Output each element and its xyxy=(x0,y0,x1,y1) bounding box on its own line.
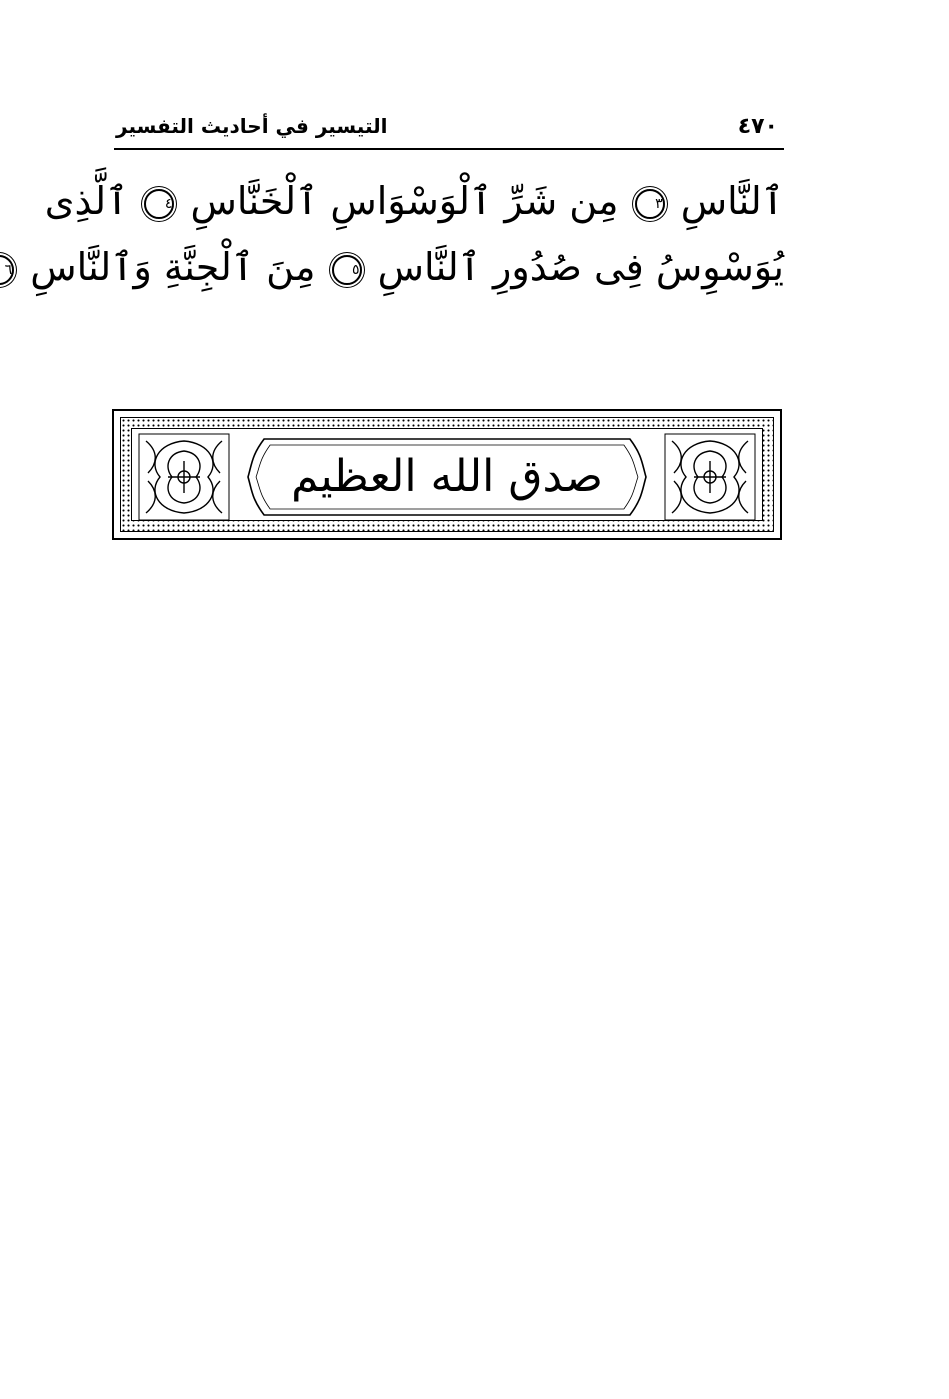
verse-text: ٱلَّذِى xyxy=(44,179,129,223)
frame-panel xyxy=(131,428,763,521)
closing-ornamental-frame xyxy=(112,409,782,540)
verse-text: مِن شَرِّ ٱلْوَسْوَاسِ ٱلْخَنَّاسِ xyxy=(190,179,619,223)
arabesque-ornament-icon xyxy=(664,433,756,521)
running-header xyxy=(114,112,784,150)
ayah-number-marker: ٤ xyxy=(144,189,174,219)
ayah-number-marker: ٣ xyxy=(635,189,665,219)
running-title: التيسير في أحاديث التفسير xyxy=(116,114,388,138)
ayah-number-marker: ٦ xyxy=(0,255,14,285)
verse-text: ٱلنَّاسِ xyxy=(680,179,784,223)
ayah-number-marker: ٥ xyxy=(332,255,362,285)
verse-text: مِنَ ٱلْجِنَّةِ وَٱلنَّاسِ xyxy=(30,245,316,289)
cartouche xyxy=(244,433,650,521)
arabesque-ornament-icon xyxy=(138,433,230,521)
verse-text: يُوَسْوِسُ فِى صُدُورِ ٱلنَّاسِ xyxy=(377,245,784,289)
quran-verses xyxy=(4,168,784,300)
verse-line-1 xyxy=(44,168,784,234)
dotted-border xyxy=(120,417,774,532)
closing-phrase: صدق الله العظيم xyxy=(291,451,603,502)
verse-line-2 xyxy=(4,234,784,300)
page-number: ٤٧٠ xyxy=(737,114,778,139)
